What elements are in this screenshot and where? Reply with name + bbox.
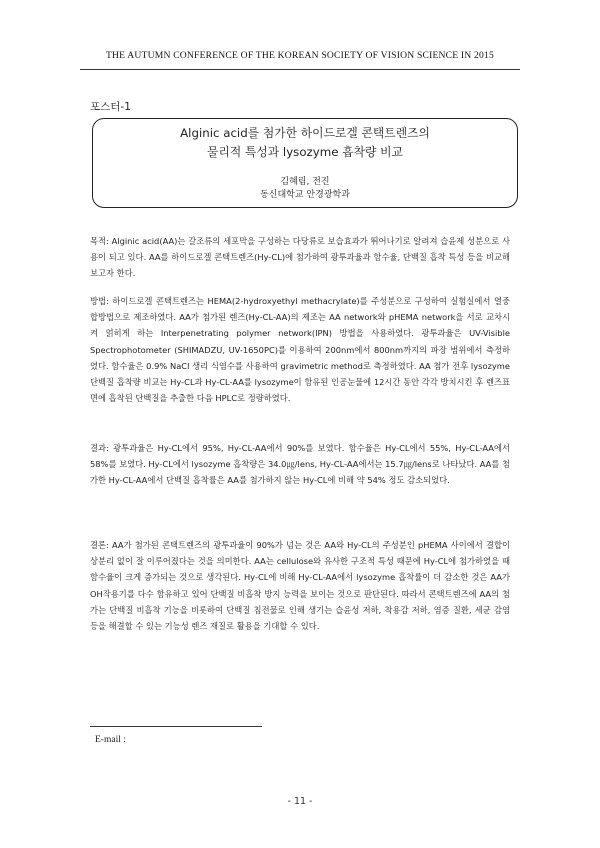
poster-label: 포스터-1 xyxy=(90,101,131,113)
page-number: - 11 - xyxy=(287,796,313,807)
conference-header: THE AUTUMN CONFERENCE OF THE KOREAN SOCIETY OF VISION SCIENCE IN 2015 xyxy=(105,50,495,61)
email-footnote: E-mail : xyxy=(95,735,126,745)
conclusion-paragraph: 결론: AA가 첨가된 콘택트렌즈의 광투과율이 90%가 넘는 것은 AA와 Hy-CL의 주성분인 pHEMA 사이에서 결합이 상분리 없이 잘 이루어졌다는 것을 의미한다. AA는 cellulose와 유사한 구조적 특성 때문에 Hy-CL에 첨가하였을 때 함수율이 크게 증가되는 것으로 생각된다. Hy-CL에 비해 Hy-CL-AA에서 lysozyme 흡착률이 더 감소한 것은 AA가 OH작용기를 다수 함유하고 있어 단백질 비흡착 방지 능력을 보이는 것으로 판단된다. 따라서 콘택트렌즈에 AA의 첨가는 단백질 비흡착 기능을 비롯하여 단백질 침전물로 인해 생기는 습윤성 저하, 착용감 저하, 염증 질환, 세균 감염 등을 해결할 수 있는 기능성 렌즈 재질로 활용을 기대할 수 있다. xyxy=(90,540,510,632)
authors: 김혜림, 전진 xyxy=(280,177,330,187)
method-paragraph: 방법: 하이드로겔 콘택트렌즈는 HEMA(2-hydroxyethyl methacrylate)를 주성분으로 구성하여 실험실에서 열중합방법으로 제조하였다. AA가 첨가된 렌즈(Hy-CL-AA)의 제조는 AA network와 pHEMA network을 서로 교차시켜 얽히게 하는 Interpenetrating polymer network(IPN) 방법을 사용하였다. 광투과율은 UV-Visible Spectrophotometer (SHIMADZU, UV-1650PC)를 이용하여 200nm에서 800nm까지의 파장 범위에서 측정하였다. 함수율은 0.9% NaCl 생리 식염수를 사용하여 gravimetric method로 측정하였다. AA 첨가 전후 lysozyme 단백질 흡착량 비교는 Hy-CL과 Hy-CL-AA를 lysozyme이 함유된 인공눈물에 12시간 동안 각각 방치시킨 후 렌즈표면에 흡착된 단백질을 추출한 다음 HPLC로 정량하였다. xyxy=(90,296,510,404)
title-box xyxy=(92,118,518,208)
affiliation: 동신대학교 안경광학과 xyxy=(260,190,350,200)
title-line-2: 물리적 특성과 lysozyme 흡착량 비교 xyxy=(207,145,403,159)
header-divider xyxy=(80,69,520,70)
footnote-divider xyxy=(90,726,262,727)
purpose-paragraph: 목적: Alginic acid(AA)는 갈조류의 세포막을 구성하는 다당류로 보습효과가 뛰어나기로 알려져 습윤제 성분으로 사용이 되고 있다. AA를 하이드로겔 콘택트렌즈(Hy-CL)에 첨가하여 광투과율과 함수율, 단백질 흡착 특성 등을 비교해보고자 한다. xyxy=(90,236,510,279)
title-line-1: Alginic acid를 첨가한 하이드로겔 콘택트렌즈의 xyxy=(180,126,430,140)
result-paragraph: 결과: 광투과율은 Hy-CL에서 95%, Hy-CL-AA에서 90%를 보였다. 함수율은 Hy-CL에서 55%, Hy-CL-AA에서 58%를 보였다. Hy-CL에서 lysozyme 흡착량은 34.0㎍/lens, Hy-CL-AA에서는 15.7㎍/lens로 나타났다. AA를 첨가한 Hy-CL-AA에서 단백질 흡착률은 AA를 첨가하지 않는 Hy-CL에 비해 약 54% 정도 감소되었다. xyxy=(90,443,510,486)
